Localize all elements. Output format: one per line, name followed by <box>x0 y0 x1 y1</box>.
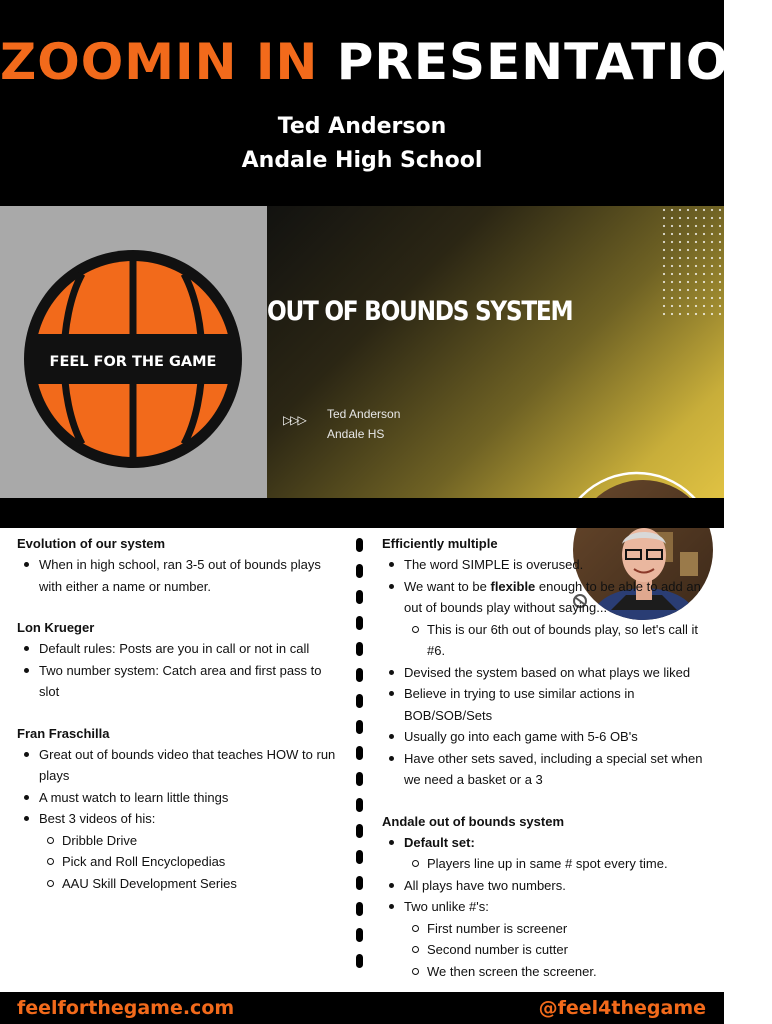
black-divider-strip <box>0 498 724 528</box>
bullet-list <box>17 638 343 703</box>
list-item <box>17 808 343 830</box>
website-link[interactable]: feelforthegame.com <box>17 997 235 1019</box>
sub-list-item: First number is screener <box>382 918 712 940</box>
list-item: Great out of bounds video that teaches HOW to run plays <box>17 744 343 787</box>
section-title: Efficiently multiple <box>382 536 498 551</box>
text-fragment: We want to be <box>404 578 491 594</box>
column-divider <box>356 538 364 983</box>
presenter-block <box>0 110 724 178</box>
list-item <box>382 576 712 619</box>
banner-presenter-school: Andale HS <box>327 427 385 441</box>
sub-list-item: Dribble Drive <box>17 830 343 852</box>
sub-list-item: Pick and Roll Encyclopedias <box>17 851 343 873</box>
decorative-dot-grid <box>660 206 724 316</box>
logo-text: FEEL FOR THE GAME <box>49 354 217 370</box>
sub-list-item: Players line up in same # spot every time. <box>382 853 712 875</box>
list-item: Usually go into each game with 5-6 OB's <box>382 726 712 748</box>
left-column <box>17 534 343 894</box>
banner-logo-panel <box>0 206 267 498</box>
list-item: Believe in trying to use similar actions in BOB/SOB/Sets <box>382 683 712 726</box>
list-item-text: Best 3 videos of his: <box>39 811 156 826</box>
text-fragment: enough to be able to add an out of bounds play without saying... <box>404 578 701 615</box>
section-title: Lon Krueger <box>17 620 95 635</box>
bullet-list <box>382 832 712 854</box>
banner-title-panel <box>267 206 724 498</box>
basketball-logo-icon <box>22 248 244 470</box>
sub-list <box>382 619 712 662</box>
right-column <box>382 534 712 982</box>
banner-presenter-name: Ted Anderson <box>327 407 401 421</box>
sub-list-item: AAU Skill Development Series <box>17 873 343 895</box>
sub-list <box>382 918 712 983</box>
header <box>0 0 772 206</box>
sub-list <box>17 830 343 895</box>
bullet-list <box>17 744 343 830</box>
sub-list <box>382 853 712 875</box>
sub-list-item: This is our 6th out of bounds play, so let's call it #6. <box>382 619 712 662</box>
list-item: A must watch to learn little things <box>17 787 343 809</box>
list-item: Two unlike #'s: <box>382 896 712 918</box>
bold-fragment: flexible <box>490 578 536 594</box>
main-title-accent: ZOOMIN IN <box>0 33 319 91</box>
list-item: Devised the system based on what plays we liked <box>382 662 712 684</box>
social-handle-link[interactable]: @feel4thegame <box>538 997 706 1019</box>
sub-list-item: We then screen the screener. <box>382 961 712 983</box>
bullet-list <box>382 875 712 918</box>
banner-presenter <box>327 404 400 444</box>
bullet-list <box>17 554 343 597</box>
list-item: The word SIMPLE is overused. <box>382 554 712 576</box>
presenter-name: Ted Anderson <box>277 114 447 139</box>
section-title: Evolution of our system <box>17 536 166 551</box>
bullet-list <box>382 554 712 619</box>
bullet-list <box>382 662 712 791</box>
banner-title: OUT OF BOUNDS SYSTEM <box>267 296 573 327</box>
banner <box>0 206 724 498</box>
section-title: Andale out of bounds system <box>382 813 565 829</box>
list-item: All plays have two numbers. <box>382 875 712 897</box>
footer <box>0 992 724 1024</box>
list-item: Have other sets saved, including a special set when we need a basket or a 3 <box>382 748 712 791</box>
list-item: Two number system: Catch area and first pass to slot <box>17 660 343 703</box>
triple-arrow-icon: ▷▷▷ <box>283 413 305 427</box>
presenter-school: Andale High School <box>241 148 483 173</box>
sub-list-item: Second number is cutter <box>382 939 712 961</box>
list-item: Default set: <box>382 832 712 854</box>
section-title: Fran Fraschilla <box>17 725 110 741</box>
main-title <box>0 32 772 92</box>
list-item: When in high school, ran 3-5 out of bounds plays with either a name or number. <box>17 554 343 597</box>
main-title-rest: PRESENTATION <box>336 33 772 91</box>
list-item: Default rules: Posts are you in call or not in call <box>17 638 343 660</box>
